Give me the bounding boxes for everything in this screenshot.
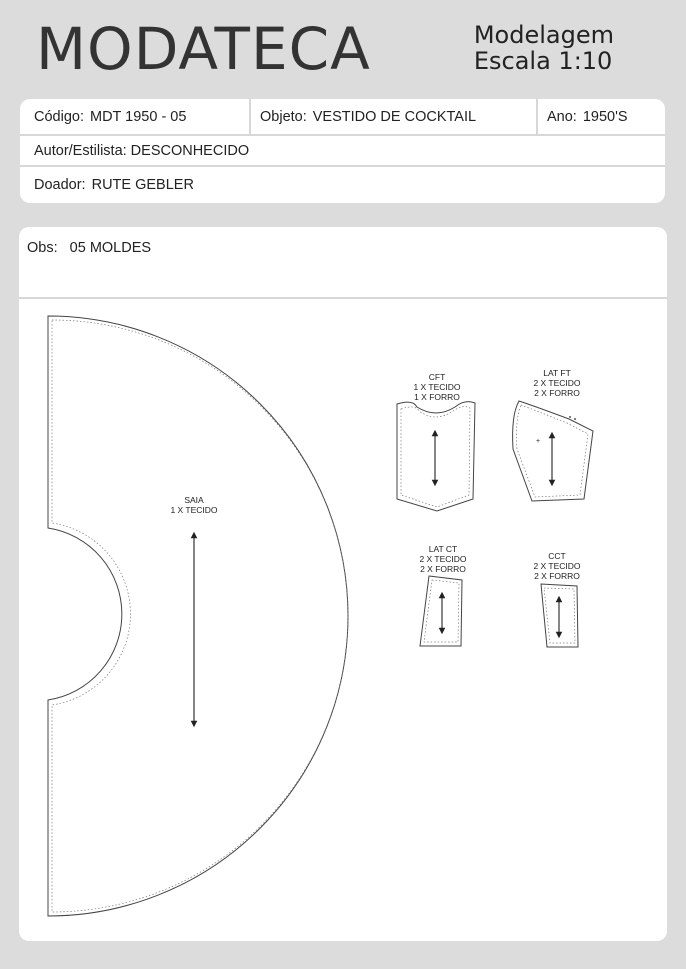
info-card [20,99,665,203]
lat-ft-label: LAT FT [543,368,571,378]
scale-title: Modelagem [473,21,614,49]
autor-value: DESCONHECIDO [130,142,250,159]
cct-qty-tecido: 2 X TECIDO [533,561,581,571]
cct-label: CCT [548,551,566,561]
ano-value: 1950'S [582,108,628,125]
lat-ft-qty-forro: 2 X FORRO [534,388,580,398]
autor-label: Autor/Estilista: [34,142,127,159]
codigo-label: Código: [34,108,84,125]
lat-ct-pattern [419,544,466,646]
cft-label: CFT [428,372,446,382]
lat-ft-pattern [513,368,593,501]
saia-pattern [48,316,348,916]
lat-ct-qty-tecido: 2 X TECIDO [419,554,467,564]
lat-ft-qty-tecido: 2 X TECIDO [533,378,581,388]
scale-label [474,22,614,74]
cft-qty-tecido: 1 X TECIDO [413,382,461,392]
autor-field [34,136,249,165]
doador-label: Doador: [34,177,86,193]
cct-pattern [533,551,580,647]
obs-value: 05 MOLDES [69,240,152,256]
cft-pattern [397,372,475,511]
info-row-main [20,99,665,136]
saia-label: SAIA [184,495,204,505]
doador-value: RUTE GEBLER [91,177,194,193]
notch-mark: + [536,438,541,445]
divider [536,99,538,134]
objeto-field [260,99,476,134]
pattern-drawing [19,227,667,941]
codigo-value: MDT 1950 - 05 [89,108,187,125]
saia-qty: 1 X TECIDO [170,505,218,515]
ano-field [547,99,628,134]
ano-label: Ano: [547,108,577,125]
objeto-label: Objeto: [260,108,307,125]
objeto-value: VESTIDO DE COCKTAIL [312,108,477,125]
pattern-sheet [19,227,667,941]
scale-value: Escala 1:10 [473,47,613,75]
doador-field [34,167,194,203]
cft-qty-forro: 1 X FORRO [414,392,460,402]
lat-ct-qty-forro: 2 X FORRO [420,564,466,574]
codigo-field [34,99,186,134]
info-row-donor [20,167,665,203]
obs-label: Obs: [27,240,58,256]
divider [249,99,251,134]
cct-qty-forro: 2 X FORRO [534,571,580,581]
lat-ct-label: LAT CT [428,544,458,554]
modateca-logo: MODATECA [36,15,371,83]
info-row-author [20,136,665,167]
